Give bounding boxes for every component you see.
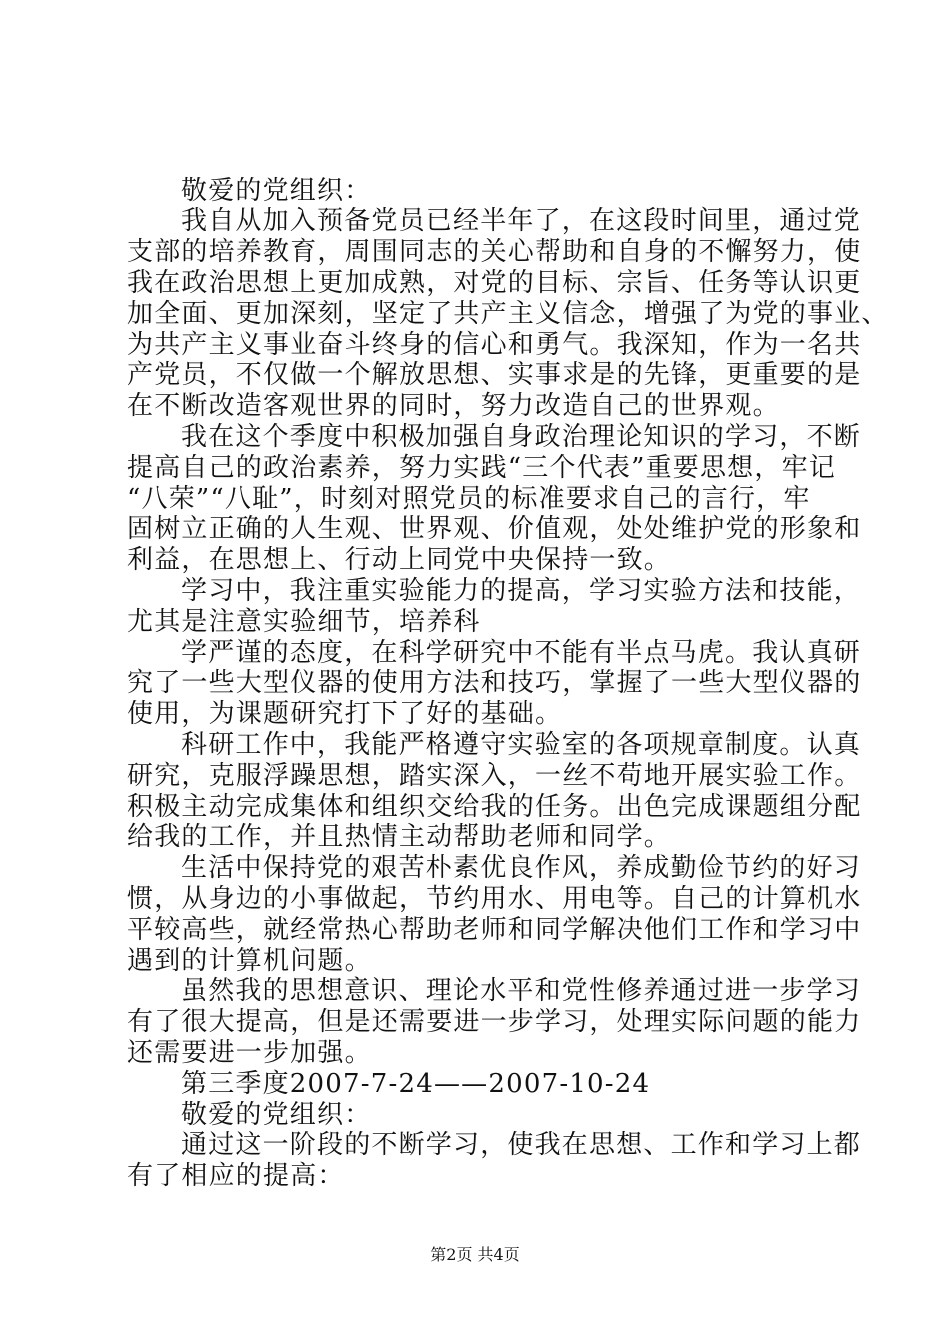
paragraph-line: 有了很大提高，但是还需要进一步学习，处理实际问题的能力	[127, 1007, 862, 1037]
paragraph-line: 我自从加入预备党员已经半年了，在这段时间里，通过党	[181, 206, 862, 236]
paragraph-line: 给我的工作，并且热情主动帮助老师和同学。	[127, 822, 672, 852]
paragraph-line: 利益，在思想上、行动上同党中央保持一致。	[127, 545, 672, 575]
paragraph-line: 还需要进一步加强。	[127, 1038, 372, 1068]
paragraph-line: 使用，为课题研究打下了好的基础。	[127, 699, 563, 729]
paragraph-line: 支部的培养教育，周围同志的关心帮助和自身的不懈努力，使	[127, 237, 862, 267]
paragraph-line: 尤其是注意实验细节，培养科	[127, 607, 481, 637]
paragraph-line: 究了一些大型仪器的使用方法和技巧，掌握了一些大型仪器的	[127, 668, 862, 698]
salutation: 敬爱的党组织：	[181, 1100, 372, 1130]
paragraph-line: 提高自己的政治素养，努力实践“三个代表”重要思想，牢记	[127, 453, 836, 483]
paragraph-line: 加全面、更加深刻，坚定了共产主义信念，增强了为党的事业、	[127, 299, 889, 329]
paragraph-line: 固树立正确的人生观、世界观、价值观，处处维护党的形象和	[127, 514, 862, 544]
section-heading: 第三季度2007-7-24——2007-10-24	[181, 1069, 651, 1099]
paragraph-line: 产党员，不仅做一个解放思想、实事求是的先锋，更重要的是	[127, 360, 862, 390]
paragraph-line: 有了相应的提高：	[127, 1161, 345, 1191]
paragraph-line: 惯，从身边的小事做起，节约用水、用电等。自己的计算机水	[127, 884, 862, 914]
salutation: 敬爱的党组织：	[181, 176, 372, 206]
paragraph-line: 平较高些，就经常热心帮助老师和同学解决他们工作和学习中	[127, 915, 862, 945]
paragraph-line: 积极主动完成集体和组织交给我的任务。出色完成课题组分配	[127, 792, 862, 822]
paragraph-line: 学严谨的态度，在科学研究中不能有半点马虎。我认真研	[181, 638, 862, 668]
paragraph-line: 我在这个季度中积极加强自身政治理论知识的学习，不断	[181, 422, 862, 452]
paragraph-line: 为共产主义事业奋斗终身的信心和勇气。我深知，作为一名共	[127, 330, 862, 360]
paragraph-line: 在不断改造客观世界的同时，努力改造自己的世界观。	[127, 391, 780, 421]
paragraph-line: “八荣”“八耻”，时刻对照党员的标准要求自己的言行，牢	[127, 484, 811, 514]
paragraph-line: 生活中保持党的艰苦朴素优良作风，养成勤俭节约的好习	[181, 853, 862, 883]
paragraph-line: 虽然我的思想意识、理论水平和党性修养通过进一步学习	[181, 976, 862, 1006]
paragraph-line: 我在政治思想上更加成熟，对党的目标、宗旨、任务等认识更	[127, 268, 862, 298]
page-footer: 第2页 共4页	[430, 1245, 520, 1264]
paragraph-line: 通过这一阶段的不断学习，使我在思想、工作和学习上都	[181, 1130, 862, 1160]
paragraph-line: 研究，克服浮躁思想，踏实深入，一丝不苟地开展实验工作。	[127, 761, 862, 791]
paragraph-line: 遇到的计算机问题。	[127, 946, 372, 976]
paragraph-line: 学习中，我注重实验能力的提高，学习实验方法和技能，	[181, 576, 862, 606]
paragraph-line: 科研工作中，我能严格遵守实验室的各项规章制度。认真	[181, 730, 862, 760]
